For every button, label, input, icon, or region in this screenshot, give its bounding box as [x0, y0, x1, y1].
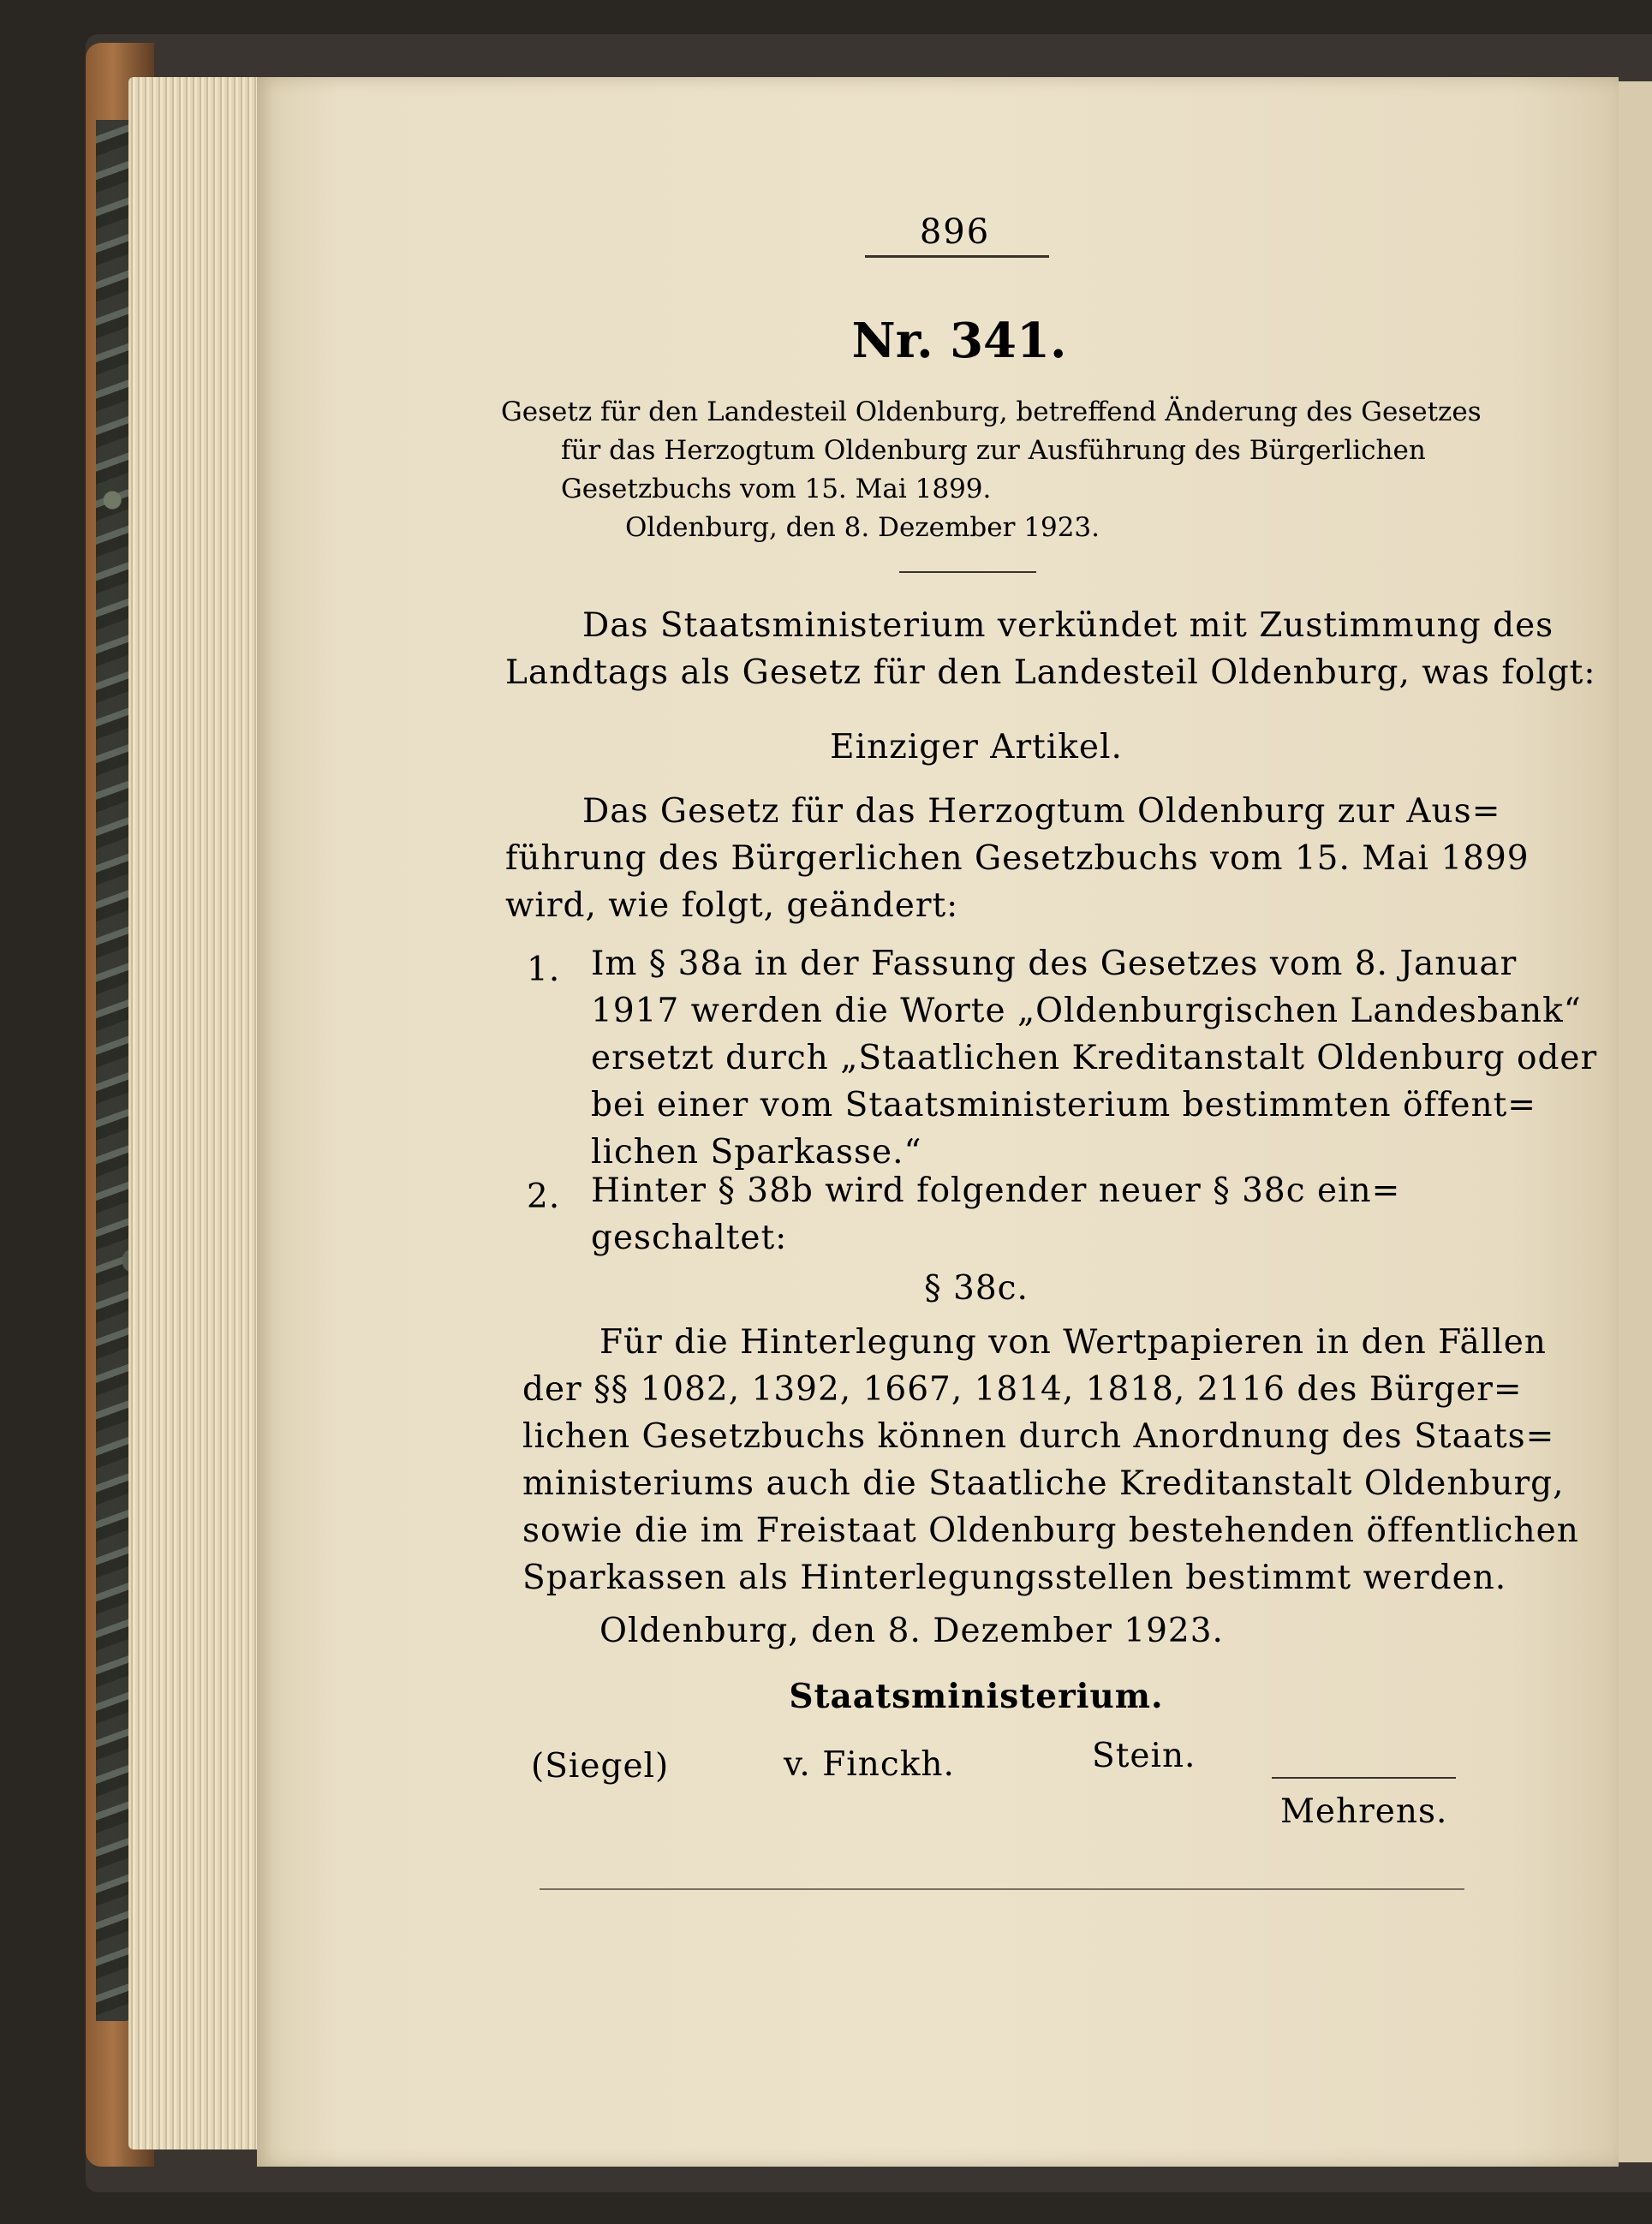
item-1-line-3: ersetzt durch „Staatlichen Kreditanstalt Oldenburg oder [591, 1039, 1598, 1077]
law-number-title: Nr. 341. [851, 313, 1067, 369]
item-1-line-2: 1917 werden die Worte „Oldenburgischen Landesbank“ [591, 992, 1582, 1030]
page-bottom-rule [540, 1888, 1464, 1890]
signer-mehrens: Mehrens. [1280, 1792, 1448, 1831]
intro-line-1: Das Gesetz für das Herzogtum Oldenburg zur Aus= [582, 792, 1501, 831]
item-1-number: 1. [527, 951, 561, 989]
item-2-line-2: geschaltet: [591, 1219, 788, 1257]
heading-line-3: Gesetzbuchs vom 15. Mai 1899. [561, 474, 992, 504]
item-1-line-5: lichen Sparkasse.“ [591, 1133, 922, 1172]
signer-finckh: v. Finckh. [784, 1745, 955, 1784]
item-2-number: 2. [527, 1178, 561, 1216]
heading-line-2: für das Herzogtum Oldenburg zur Ausführung des Bürgerlichen [561, 435, 1426, 466]
section-line-4: ministeriums auch die Staatliche Kreditanstalt Oldenburg, [522, 1464, 1565, 1503]
section-heading: § 38c. [924, 1269, 1029, 1308]
page-edges [128, 77, 265, 2149]
intro-line-2: führung des Bürgerlichen Gesetzbuchs vom 15. Mai 1899 [505, 839, 1530, 878]
seal-label: (Siegel) [531, 1747, 670, 1786]
heading-line-1: Gesetz für den Landesteil Oldenburg, betreffend Änderung des Gesetzes [501, 397, 1482, 427]
item-1-line-1: Im § 38a in der Fassung des Gesetzes vom 8. Januar [591, 945, 1518, 983]
heading-separator [899, 571, 1036, 573]
section-line-3: lichen Gesetzbuchs können durch Anordnung des Staats= [522, 1417, 1555, 1456]
page-number: 896 [919, 212, 991, 252]
item-2-line-1: Hinter § 38b wird folgender neuer § 38c ein= [591, 1172, 1401, 1210]
signer-stein: Stein. [1092, 1737, 1196, 1775]
intro-line-3: wird, wie folgt, geändert: [505, 886, 959, 925]
section-line-1: Für die Hinterlegung von Wertpapieren in den Fällen [599, 1323, 1547, 1362]
section-line-6: Sparkassen als Hinterlegungsstellen bestimmt werden. [522, 1559, 1507, 1597]
facing-page-edge [1619, 81, 1652, 2162]
page-number-rule [865, 255, 1049, 258]
preamble-line-1: Das Staatsministerium verkündet mit Zustimmung des [582, 606, 1554, 645]
section-line-2: der §§ 1082, 1392, 1667, 1814, 1818, 2116 des Bürger= [522, 1370, 1523, 1409]
section-line-5: sowie die im Freistaat Oldenburg bestehenden öffentlichen [522, 1511, 1579, 1550]
signatory-body: Staatsministerium. [789, 1677, 1164, 1716]
heading-date: Oldenburg, den 8. Dezember 1923. [625, 512, 1100, 543]
closing-date: Oldenburg, den 8. Dezember 1923. [599, 1612, 1224, 1650]
item-1-line-4: bei einer vom Staatsministerium bestimmten öffent= [591, 1086, 1536, 1124]
article-heading: Einziger Artikel. [830, 728, 1123, 766]
preamble-line-2: Landtags als Gesetz für den Landesteil Oldenburg, was folgt: [505, 653, 1596, 692]
signature-rule [1272, 1777, 1456, 1779]
